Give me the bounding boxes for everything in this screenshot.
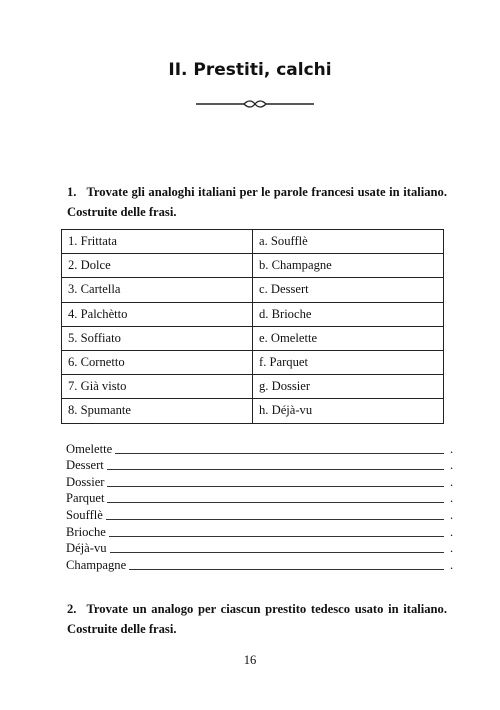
fill-line-row bbox=[66, 473, 456, 490]
fill-line-word: Déjà-vu bbox=[66, 541, 107, 556]
matching-table bbox=[61, 229, 444, 424]
fill-line-word: Soufflè bbox=[66, 507, 103, 522]
exercise-1-number: 1. bbox=[67, 185, 77, 199]
answer-blank[interactable] bbox=[129, 569, 444, 570]
french-word-cell: b. Champagne bbox=[253, 254, 444, 278]
fill-in-lines bbox=[66, 440, 456, 573]
italian-word-cell: 5. Soffiato bbox=[62, 326, 253, 350]
fill-line-word: Champagne bbox=[66, 557, 127, 572]
line-end-mark: . bbox=[450, 557, 454, 572]
line-end-mark: . bbox=[450, 507, 454, 522]
fill-line-row bbox=[66, 506, 456, 523]
fill-line-row bbox=[66, 556, 456, 573]
fill-line-row bbox=[66, 440, 456, 457]
french-word-cell: a. Soufflè bbox=[253, 230, 444, 254]
french-word-cell: c. Dessert bbox=[253, 278, 444, 302]
french-word-cell: g. Dossier bbox=[253, 375, 444, 399]
fill-line-word: Parquet bbox=[66, 491, 105, 506]
french-word-cell: f. Parquet bbox=[253, 350, 444, 374]
table-row bbox=[62, 302, 444, 326]
italian-word-cell: 2. Dolce bbox=[62, 254, 253, 278]
exercise-2-heading bbox=[67, 599, 447, 639]
fill-line-row bbox=[66, 540, 456, 557]
answer-blank[interactable] bbox=[107, 469, 444, 470]
fill-line-row bbox=[66, 457, 456, 474]
answer-blank[interactable] bbox=[110, 552, 444, 553]
exercise-1-text: Trovate gli analoghi italiani per le parole francesi usate in italiano. Costruite delle frasi. bbox=[67, 185, 447, 219]
italian-word-cell: 1. Frittata bbox=[62, 230, 253, 254]
fill-line-row bbox=[66, 490, 456, 507]
answer-blank[interactable] bbox=[107, 486, 444, 487]
table-row bbox=[62, 254, 444, 278]
table-row bbox=[62, 350, 444, 374]
title-ornament-icon bbox=[196, 95, 314, 113]
fill-line-word: Omelette bbox=[66, 441, 113, 456]
italian-word-cell: 8. Spumante bbox=[62, 399, 253, 423]
exercise-1-heading bbox=[67, 182, 447, 222]
exercise-2-number: 2. bbox=[67, 602, 77, 616]
italian-word-cell: 7. Già visto bbox=[62, 375, 253, 399]
line-end-mark: . bbox=[450, 458, 454, 473]
table-row bbox=[62, 399, 444, 423]
answer-blank[interactable] bbox=[115, 453, 444, 454]
chapter-title: II. Prestiti, calchi bbox=[168, 60, 332, 80]
page-number: 16 bbox=[243, 653, 257, 667]
answer-blank[interactable] bbox=[106, 519, 444, 520]
fill-line-row bbox=[66, 523, 456, 540]
table-row bbox=[62, 278, 444, 302]
exercise-2-text: Trovate un analogo per ciascun prestito tedesco usato in italiano. Costruite delle frasi. bbox=[67, 602, 447, 636]
line-end-mark: . bbox=[450, 441, 454, 456]
table-row bbox=[62, 326, 444, 350]
line-end-mark: . bbox=[450, 474, 454, 489]
french-word-cell: d. Brioche bbox=[253, 302, 444, 326]
table-row bbox=[62, 230, 444, 254]
fill-line-word: Brioche bbox=[66, 524, 106, 539]
french-word-cell: h. Déjà-vu bbox=[253, 399, 444, 423]
french-word-cell: e. Omelette bbox=[253, 326, 444, 350]
fill-line-word: Dessert bbox=[66, 458, 104, 473]
italian-word-cell: 6. Cornetto bbox=[62, 350, 253, 374]
line-end-mark: . bbox=[450, 491, 454, 506]
fill-line-word: Dossier bbox=[66, 474, 105, 489]
line-end-mark: . bbox=[450, 524, 454, 539]
italian-word-cell: 4. Palchètto bbox=[62, 302, 253, 326]
answer-blank[interactable] bbox=[107, 502, 444, 503]
line-end-mark: . bbox=[450, 541, 454, 556]
table-row bbox=[62, 375, 444, 399]
italian-word-cell: 3. Cartella bbox=[62, 278, 253, 302]
answer-blank[interactable] bbox=[109, 536, 444, 537]
